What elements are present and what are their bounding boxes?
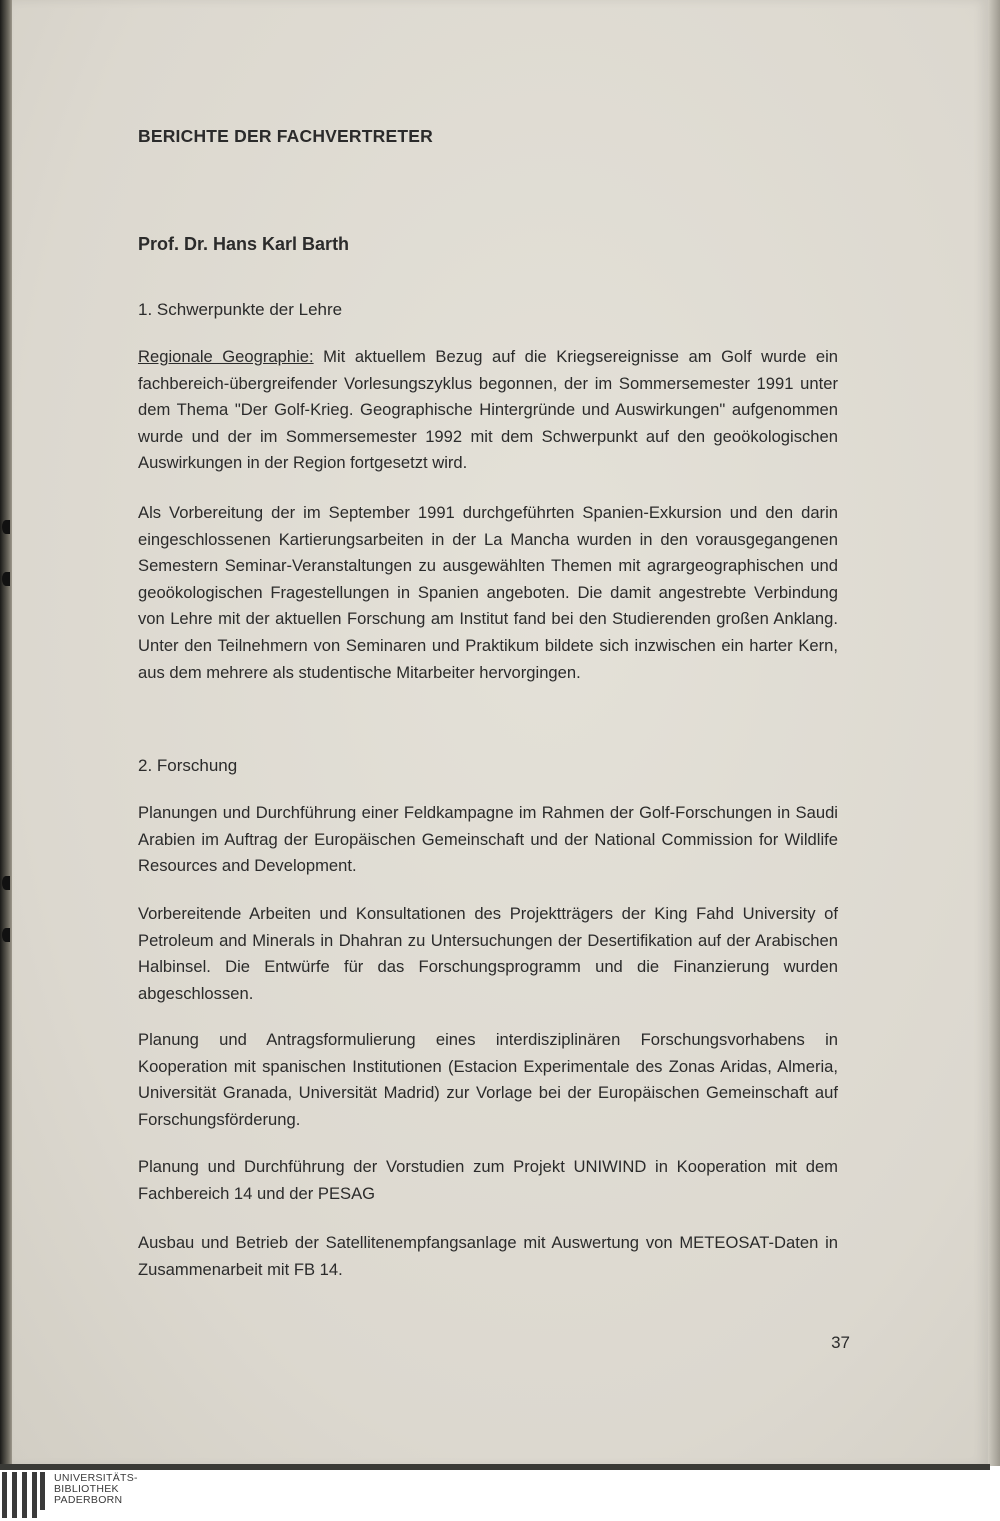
binding-mark: [2, 876, 10, 890]
paragraph-meteosat: Ausbau und Betrieb der Satellitenempfangsanlage mit Auswertung von METEOSAT-Daten in Zusammenarbeit mit FB 14.: [138, 1233, 838, 1279]
paragraph-desertifikation: Vorbereitende Arbeiten und Konsultationen des Projektträgers der King Fahd University of Petroleum and Minerals in Dhahran zu Untersuchungen der Desertifikation auf der Arabischen Halbinsel. Die Entwürfe für das Forschungsprogramm und die Finanzierung wurden abgeschlossen.: [138, 904, 838, 1003]
paragraph-exkursion: Als Vorbereitung der im September 1991 durchgeführten Spanien-Exkursion und den darin eingeschlossenen Kartierungsarbeiten in der La Mancha wurden in den vorausgegangenen Semestern Seminar-Veranstaltungen zu ausgewählten Themen mit agrargeographischen und geoökologischen Fragestellungen in Spanien angeboten. Die damit angestrebte Verbindung von Lehre mit der aktuellen Forschung am Institut fand bei den Studierenden großen Anklang. Unter den Teilnehmern von Seminaren und Praktikum bildete sich inzwischen ein harter Kern, aus dem mehrere als studentische Mitarbeiter hervorgingen.: [138, 503, 838, 682]
binding-mark: [2, 928, 10, 942]
library-logo: [0, 1470, 180, 1521]
logo-line: PADERBORN: [54, 1494, 123, 1506]
page-right-edge: [988, 0, 1000, 1470]
paragraph-antrag: Planung und Antragsformulierung eines interdisziplinären Forschungsvorhabens in Kooperation mit spanischen Institutionen (Estacion Experimentale des Zonas Aridas, Almeria, Universität Granada, Universität Madrid) zur Vorlage bei der Europäischen Gemeinschaft auf Forschungsförderung.: [138, 1030, 838, 1129]
binding-mark: [2, 520, 10, 534]
page-number: 37: [831, 1333, 850, 1352]
binding-mark: [2, 572, 10, 586]
logo-line: BIBLIOTHEK: [54, 1483, 119, 1495]
paragraph-uniwind: Planung und Durchführung der Vorstudien zum Projekt UNIWIND in Kooperation mit dem Fachbereich 14 und der PESAG: [138, 1157, 838, 1203]
library-logo-bars-icon: [2, 1472, 48, 1520]
paragraph-label: Regionale Geographie:: [138, 347, 314, 366]
paragraph-feldkampagne: Planungen und Durchführung einer Feldkampagne im Rahmen der Golf-Forschungen in Saudi Arabien im Auftrag der Europäischen Gemeinschaft und der National Commission for Wildlife Resources and Development.: [138, 803, 838, 876]
paragraph-regionale-geographie: [138, 344, 838, 477]
page-heading: BERICHTE DER FACHVERTRETER: [138, 126, 433, 146]
paragraph-text: Mit aktuellem Bezug auf die Kriegsereignisse am Golf wurde ein fachbereich-übergreifender Vorlesungszyklus begonnen, der im Sommersemester 1991 unter dem Thema "Der Golf-Krieg. Geographische Hintergründe und Auswirkungen" aufgenommen wurde und der im Sommersemester 1992 mit dem Schwerpunkt auf den geoökologischen Auswirkungen in der Region fortgesetzt wird.: [138, 347, 838, 473]
logo-line: UNIVERSITÄTS-: [54, 1472, 138, 1484]
author-name: Prof. Dr. Hans Karl Barth: [138, 234, 350, 254]
section-title-lehre: 1. Schwerpunkte der Lehre: [138, 300, 343, 319]
library-logo-text: [54, 1473, 138, 1506]
section-title-forschung: 2. Forschung: [138, 756, 238, 775]
